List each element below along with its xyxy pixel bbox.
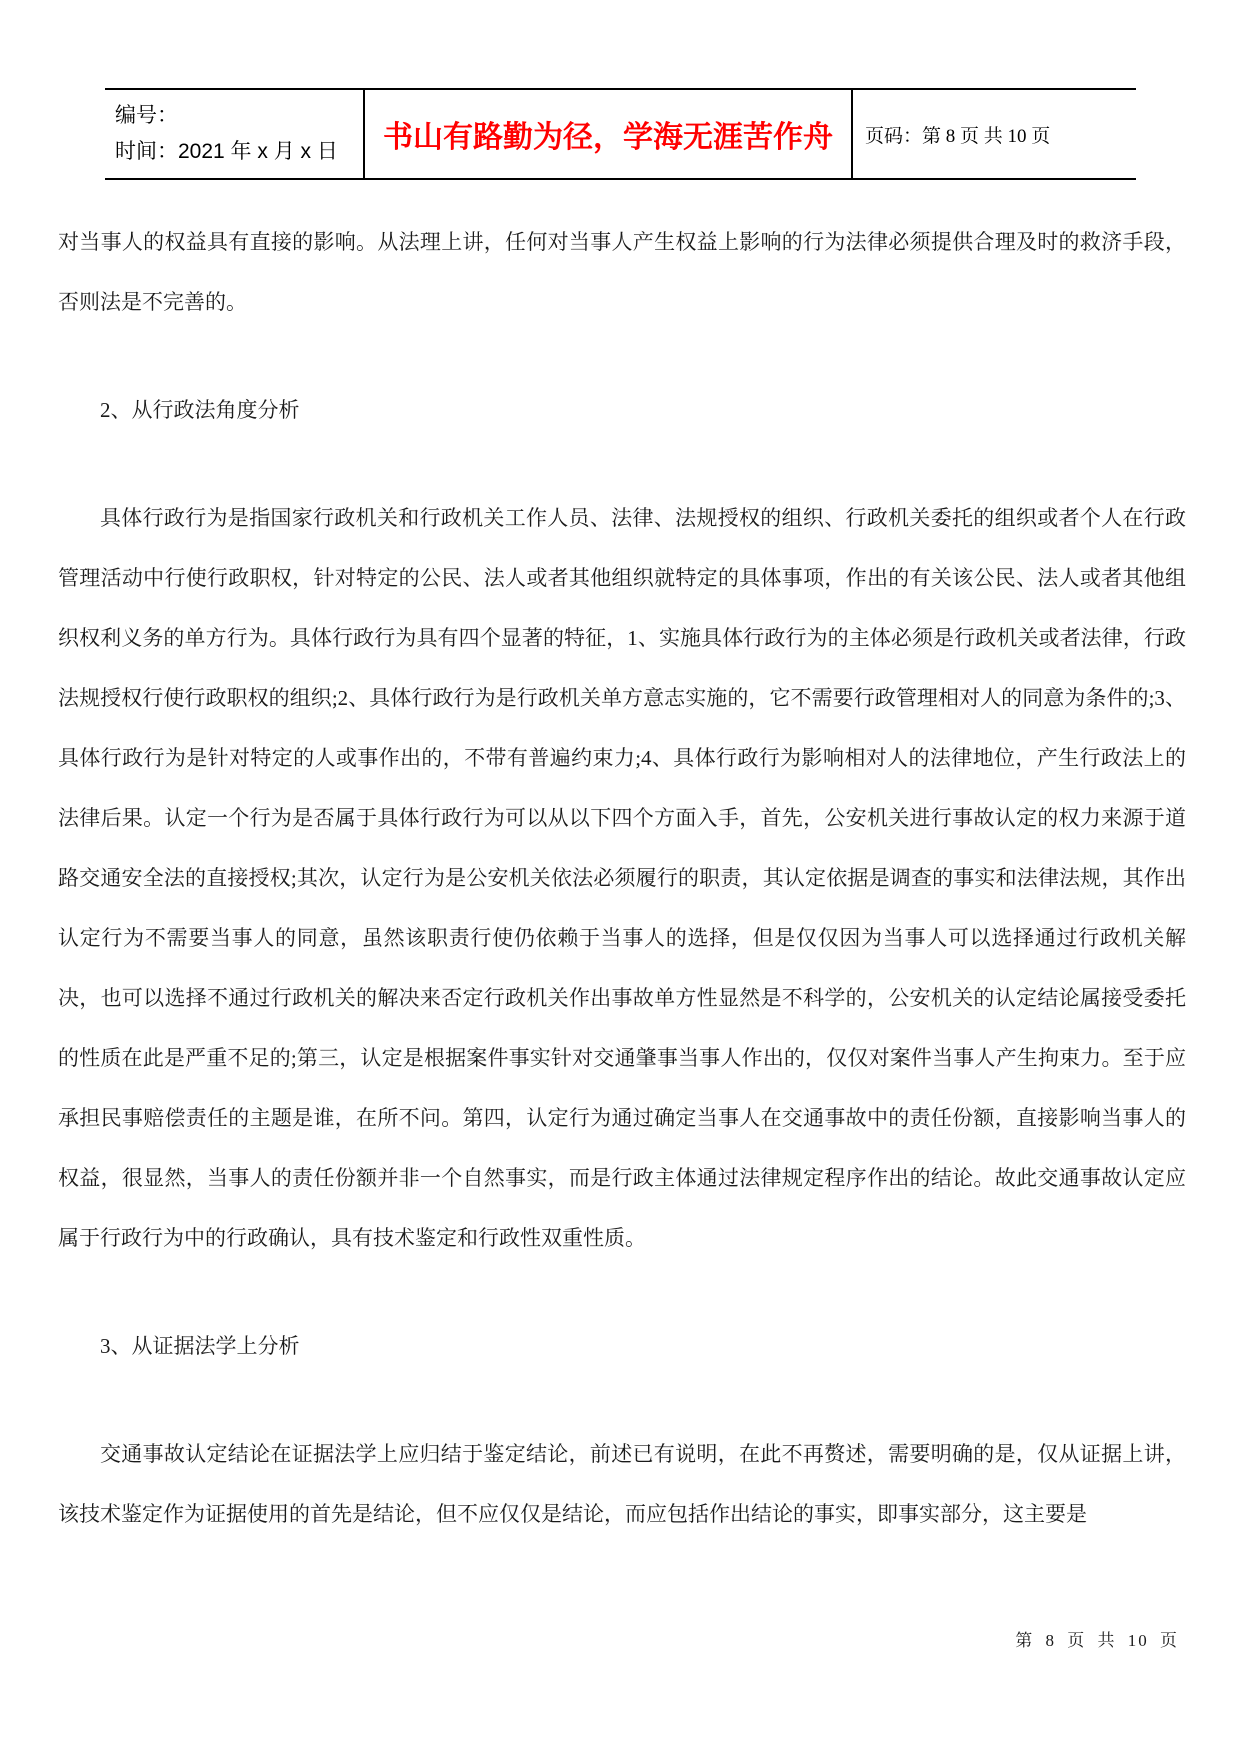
page-footer: 第 8 页 共 10 页 (1015, 1631, 1179, 1650)
motto-text: 书山有路勤为径，学海无涯苦作舟 (383, 121, 833, 154)
page-number-label: 页码：第 8 页 共 10 页 (865, 125, 1051, 147)
header-info-cell (105, 90, 365, 178)
heading-evidence-law-analysis: 3、从证据法学上分析 (100, 1334, 300, 1358)
header-page-cell (853, 90, 1136, 178)
paragraph-legal-remedy: 对当事人的权益具有直接的影响。从法理上讲，任何对当事人产生权益上影响的行为法律必须提供合理及时的救济手段，否则法是不完善的。 (58, 230, 1186, 314)
document-body (58, 212, 1186, 1544)
heading-administrative-law-analysis: 2、从行政法角度分析 (100, 398, 300, 422)
header-table (105, 88, 1136, 180)
paragraph-administrative-law-analysis: 具体行政行为是指国家行政机关和行政机关工作人员、法律、法规授权的组织、行政机关委托的组织或者个人在行政管理活动中行使行政职权，针对特定的公民、法人或者其他组织就特定的具体事项，作出的有关该公民、法人或者其他组织权利义务的单方行为。具体行政行为具有四个显著的特征，1、实施具体行政行为的主体必须是行政机关或者法律，行政法规授权行使行政职权的组织;2、具体行政行为是行政机关单方意志实施的，它不需要行政管理相对人的同意为条件的;3、具体行政行为是针对特定的人或事作出的，不带有普遍约束力;4、具体行政行为影响相对人的法律地位，产生行政法上的法律后果。认定一个行为是否属于具体行政行为可以从以下四个方面入手，首先，公安机关进行事故认定的权力来源于道路交通安全法的直接授权;其次，认定行为是公安机关依法必须履行的职责，其认定依据是调查的事实和法律法规，其作出认定行为不需要当事人的同意，虽然该职责行使仍依赖于当事人的选择，但是仅仅因为当事人可以选择通过行政机关解决，也可以选择不通过行政机关的解决来否定行政机关作出事故单方性显然是不科学的，公安机关的认定结论属接受委托的性质在此是严重不足的;第三，认定是根据案件事实针对交通肇事当事人作出的，仅仅对案件当事人产生拘束力。至于应承担民事赔偿责任的主题是谁，在所不问。第四，认定行为通过确定当事人在交通事故中的责任份额，直接影响当事人的权益，很显然，当事人的责任份额并非一个自然事实，而是行政主体通过法律规定程序作出的结论。故此交通事故认定应属于行政行为中的行政确认，具有技术鉴定和行政性双重性质。 (58, 506, 1186, 1250)
paragraph-evidence-law-analysis: 交通事故认定结论在证据法学上应归结于鉴定结论，前述已有说明，在此不再赘述，需要明确的是，仅从证据上讲，该技术鉴定作为证据使用的首先是结论，但不应仅仅是结论，而应包括作出结论的事实，即事实部分，这主要是 (58, 1442, 1186, 1526)
header-motto-cell (365, 90, 853, 178)
doc-time-label: 时间：2021 年 x 月 x 日 (115, 140, 338, 163)
doc-number-label: 编号： (115, 104, 178, 127)
